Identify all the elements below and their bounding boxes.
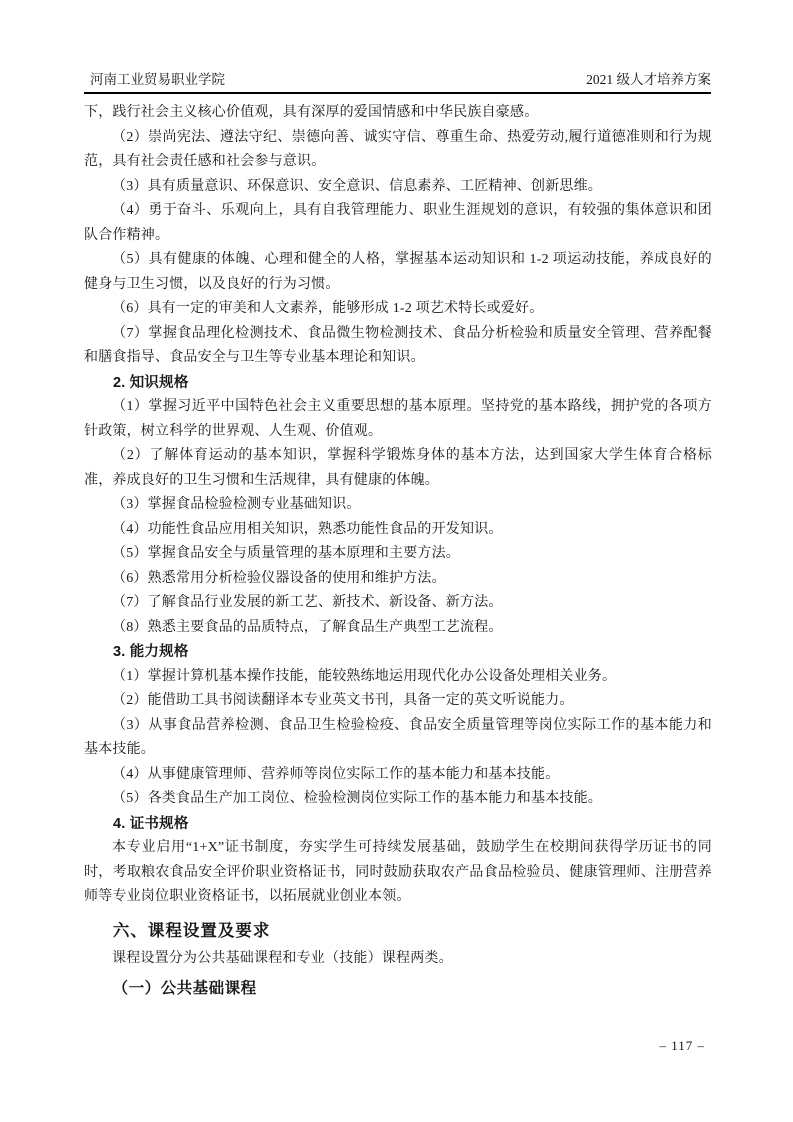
paragraph: （7）掌握食品理化检测技术、食品微生物检测技术、食品分析检验和质量安全管理、营养配餐和膳食指导、食品安全与卫生等专业基本理论和知识。 <box>84 325 712 365</box>
paragraph: （7）了解食品行业发展的新工艺、新技术、新设备、新方法。 <box>112 595 503 610</box>
document-body <box>84 101 712 1002</box>
subsection-title-public-basic-courses: （一）公共基础课程 <box>112 980 257 997</box>
subsection-heading-certificate: 4. 证书规格 <box>113 815 189 832</box>
paragraph: （2）能借助工具书阅读翻译本专业英文书刊，具备一定的英文听说能力。 <box>112 693 574 708</box>
paragraph: （4）勇于奋斗、乐观向上，具有自我管理能力、职业生涯规划的意识，有较强的集体意识和团队合作精神。 <box>84 203 712 243</box>
paragraph: （3）具有质量意识、环保意识、安全意识、信息素养、工匠精神、创新思维。 <box>112 178 602 194</box>
paragraph: 本专业启用“1+X”证书制度，夯实学生可持续发展基础，鼓励学生在校期间获得学历证书的同时，考取粮农食品安全评价职业资格证书，同时鼓励获取农产品食品检验员、健康管理师、注册营养师等专业岗位职业资格证书，以拓展就业创业本领。 <box>84 840 712 904</box>
paragraph: （6）具有一定的审美和人文素养，能够形成 1-2 项艺术特长或爱好。 <box>112 301 544 316</box>
paragraph: （8）熟悉主要食品的品质特点，了解食品生产典型工艺流程。 <box>112 619 503 635</box>
paragraph: （1）掌握计算机基本操作技能，能较熟练地运用现代化办公设备处理相关业务。 <box>112 668 617 684</box>
section-heading-curriculum: 六、课程设置及要求 <box>112 921 271 940</box>
paragraph: （3）掌握食品检验检测专业基础知识。 <box>112 497 361 512</box>
program-title: 2021 级人才培养方案 <box>586 72 711 87</box>
paragraph: （5）掌握食品安全与质量管理的基本原理和主要方法。 <box>112 546 460 561</box>
paragraph: （4）从事健康管理师、营养师等岗位实际工作的基本能力和基本技能。 <box>112 766 560 782</box>
subsection-heading-ability: 3. 能力规格 <box>113 644 189 660</box>
paragraph: 下，践行社会主义核心价值观，具有深厚的爱国情感和中华民族自豪感。 <box>84 105 539 120</box>
paragraph: （2）崇尚宪法、遵法守纪、崇德向善、诚实守信、尊重生命、热爱劳动,履行道德准则和行为规范，具有社会责任感和社会参与意识。 <box>84 129 712 169</box>
paragraph: 课程设置分为公共基础课程和专业（技能）课程两类。 <box>112 950 453 966</box>
paragraph: （2）了解体育运动的基本知识，掌握科学锻炼身体的基本方法，达到国家大学生体育合格标准，养成良好的卫生习惯和生活规律，具有健康的体魄。 <box>84 448 712 488</box>
paragraph: （5）各类食品生产加工岗位、检验检测岗位实际工作的基本能力和基本技能。 <box>112 791 602 806</box>
paragraph: （6）熟悉常用分析检验仪器设备的使用和维护方法。 <box>112 570 446 586</box>
paragraph: （3）从事食品营养检测、食品卫生检验检疫、食品安全质量管理等岗位实际工作的基本能力和基本技能。 <box>84 717 712 757</box>
paragraph: （1）掌握习近平中国特色社会主义重要思想的基本原理。坚持党的基本路线，拥护党的各项方针政策，树立科学的世界观、人生观、价值观。 <box>84 399 712 439</box>
subsection-heading-knowledge: 2. 知识规格 <box>113 374 189 391</box>
page-number: – 117 – <box>659 1038 705 1053</box>
paragraph: （4）功能性食品应用相关知识，熟悉功能性食品的开发知识。 <box>112 521 503 537</box>
paragraph: （5）具有健康的体魄、心理和健全的人格，掌握基本运动知识和 1-2 项运动技能，养成良好的健身与卫生习惯，以及良好的行为习惯。 <box>84 252 712 292</box>
page-header <box>84 72 711 94</box>
school-name: 河南工业贸易职业学院 <box>90 72 225 87</box>
